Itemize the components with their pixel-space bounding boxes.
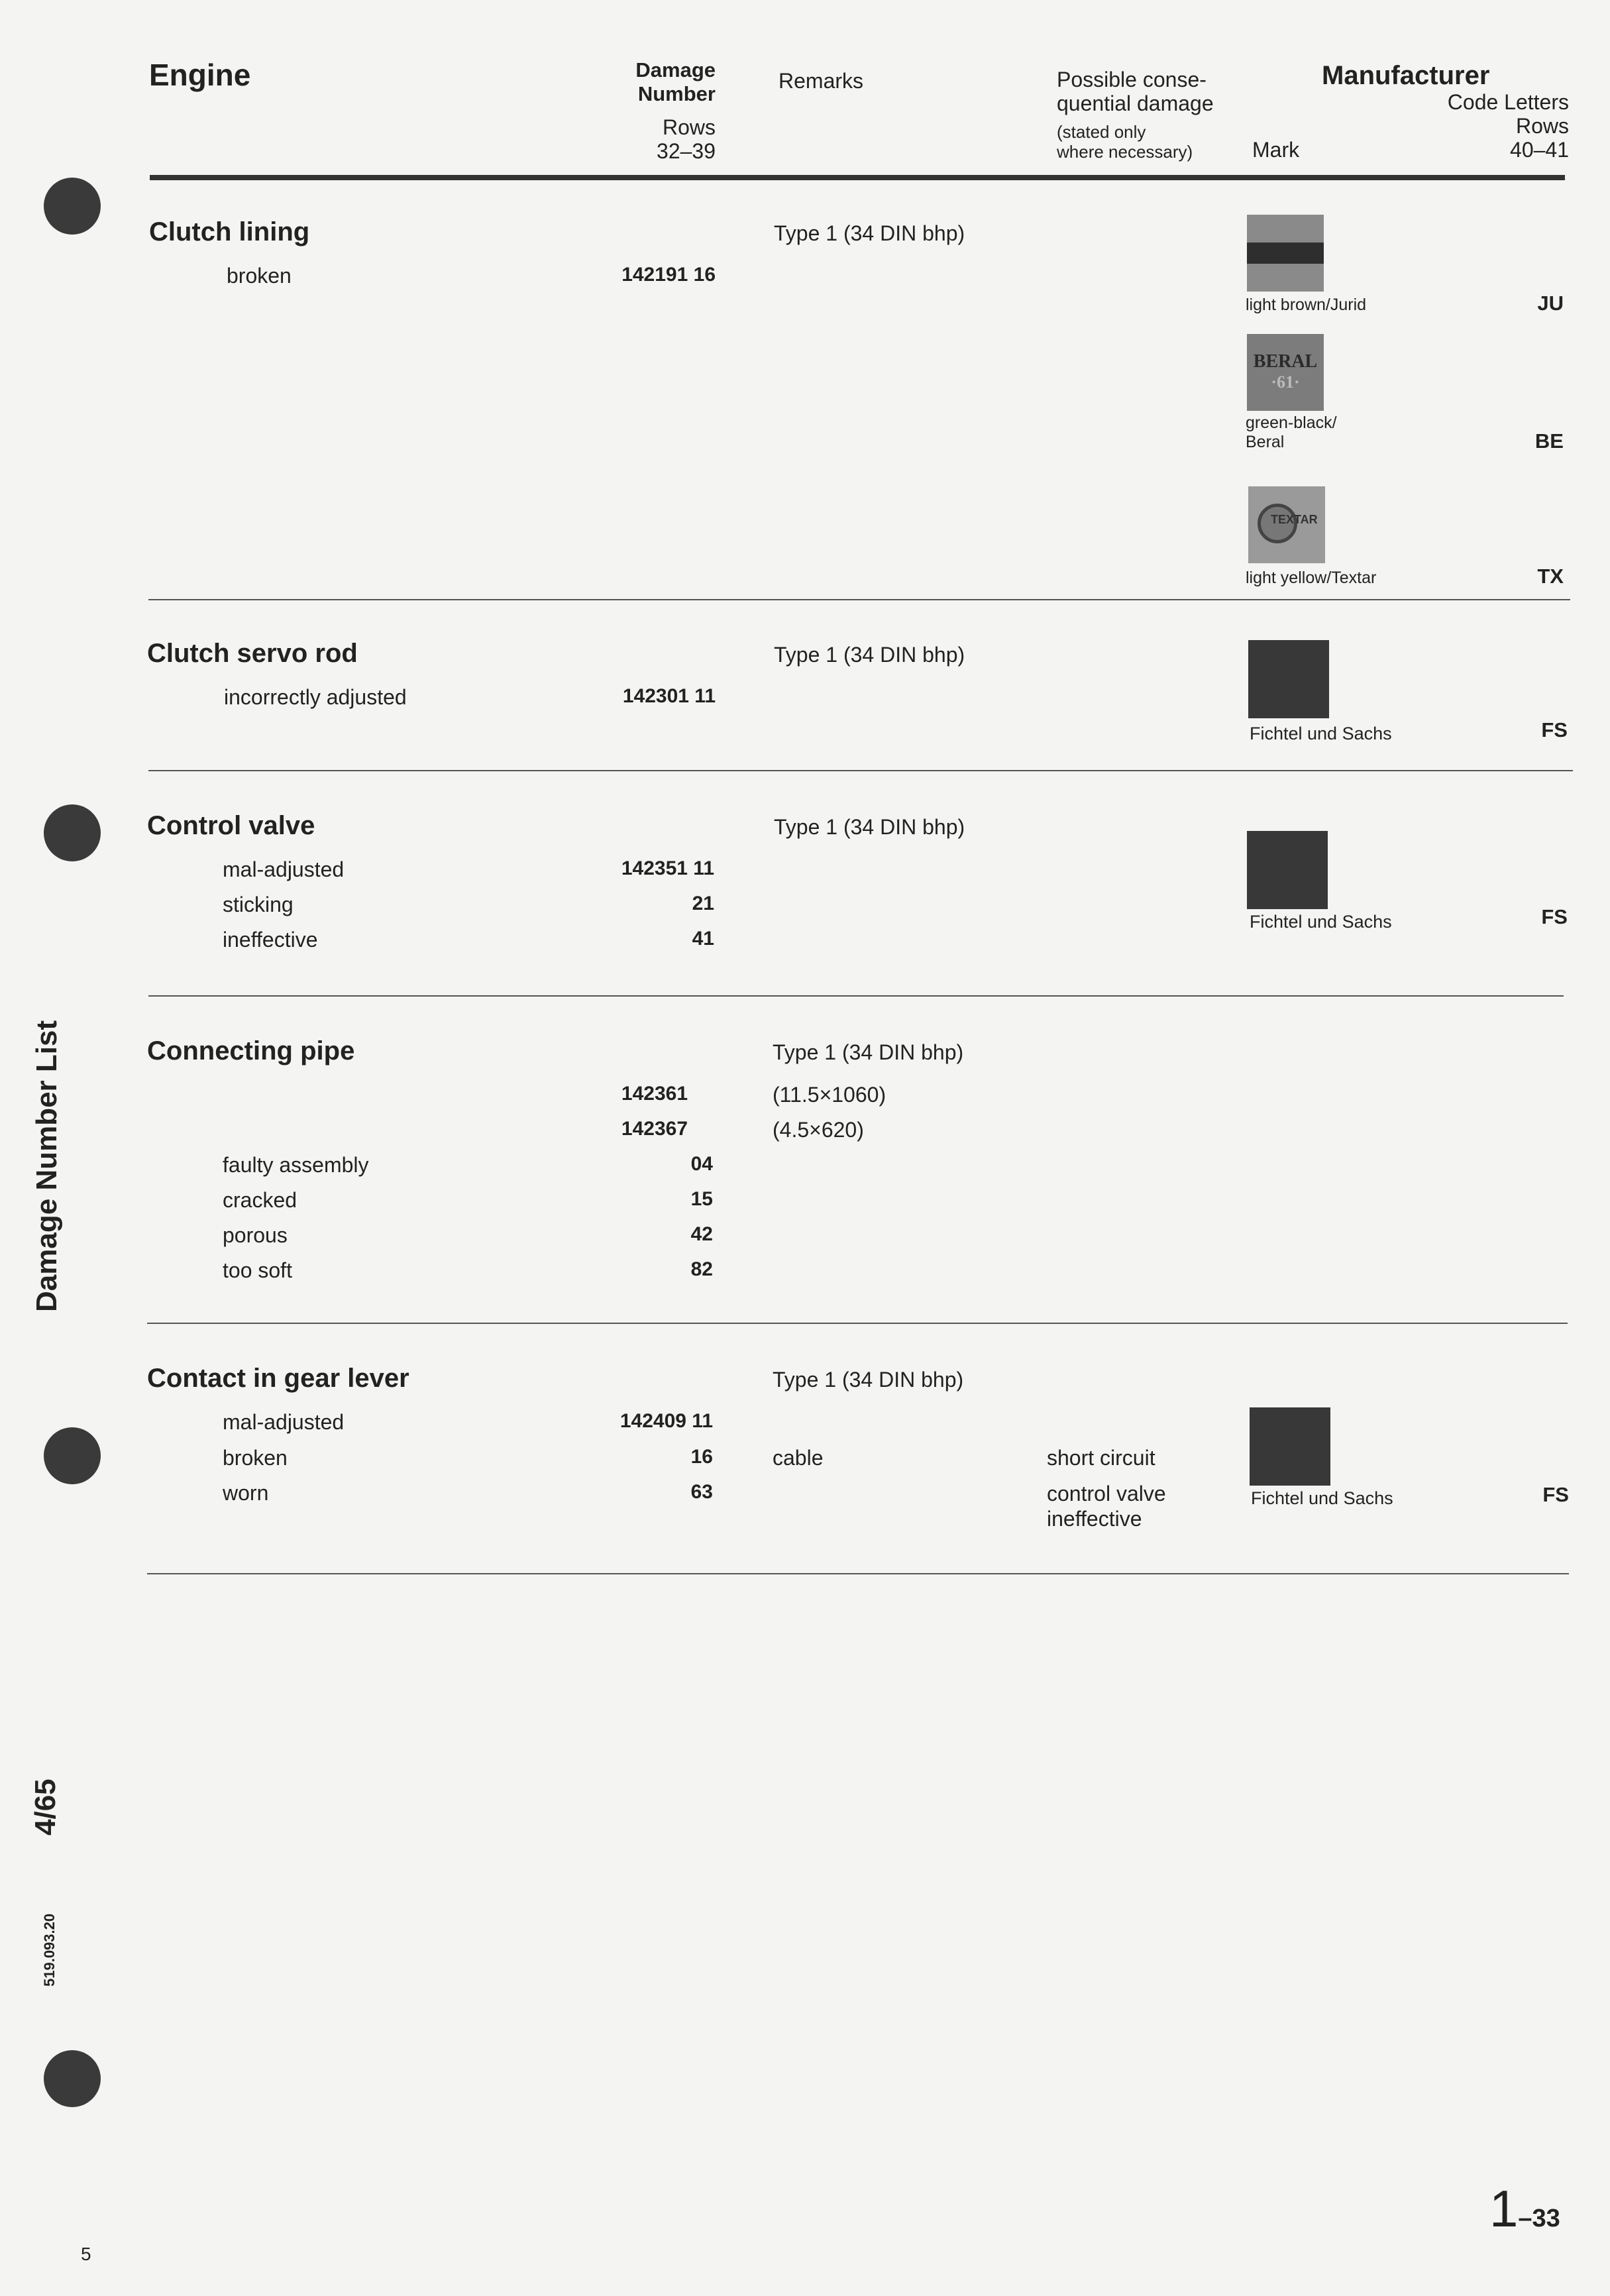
contact-gear-lever-num-broken: 16 [690,1446,713,1468]
connecting-pipe-item-porous: porous [223,1223,288,1247]
connecting-pipe-item-faulty-assembly: faulty assembly [223,1153,369,1177]
contact-gear-lever-remark: Type 1 (34 DIN bhp) [773,1368,964,1392]
fichtel-sachs-mark-label: Fichtel und Sachs [1250,912,1392,932]
beral-logo-number: ·61· [1271,372,1300,392]
clutch-servo-rod-num: 142301 11 [622,685,716,707]
contact-gear-lever-num-mal-adjusted: 142409 11 [619,1410,713,1432]
sidebar-edition: 4/65 [29,1778,62,1835]
consequence-line2: ineffective [1047,1507,1142,1531]
jurid-mark-label: light brown/Jurid [1246,296,1367,314]
contact-gear-lever-consequence-control-valve [1047,1481,1166,1531]
control-valve-item-ineffective: ineffective [223,928,318,952]
textar-mark-label: light yellow/Textar [1246,569,1377,587]
separator [148,770,1573,771]
header-consequential-line1: Possible conse- [1057,68,1207,91]
header-rule [150,175,1565,180]
control-valve-num-mal-adjusted: 142351 11 [621,857,714,879]
contact-gear-lever-item-broken: broken [223,1446,288,1470]
header-damage-number [583,58,716,106]
header-code-letters [1391,90,1569,162]
clutch-lining-remark: Type 1 (34 DIN bhp) [774,221,965,245]
connecting-pipe-num-too-soft: 82 [690,1258,713,1280]
header-rows-left [583,115,716,163]
header-consequential [1057,68,1214,115]
separator [147,1573,1569,1574]
page-number-major: 1 [1489,2179,1519,2238]
connecting-pipe-num-faulty-assembly: 04 [690,1153,713,1175]
header-stated-line1: (stated only [1057,122,1146,142]
beral-mark-label [1246,413,1337,452]
contact-gear-lever-title: Contact in gear lever [147,1364,409,1393]
separator [147,1323,1568,1324]
connecting-pipe-part-remark-1: (11.5×1060) [773,1083,886,1107]
control-valve-title: Control valve [147,811,315,840]
fichtel-sachs-mark-label: Fichtel und Sachs [1250,724,1392,743]
consequence-line1: control valve [1047,1482,1166,1505]
page-number [1489,2179,1560,2239]
control-valve-num-sticking: 21 [692,893,714,914]
header-damage-line1: Damage [635,58,716,82]
textar-code: TX [1537,565,1564,588]
beral-logo-text: BERAL [1253,351,1318,372]
clutch-lining-num-broken: 142191 16 [621,264,716,286]
connecting-pipe-num-cracked: 15 [690,1188,713,1210]
header-rows-right-range: 40–41 [1510,138,1569,162]
separator [148,995,1564,997]
contact-gear-lever-consequence-short-circuit: short circuit [1047,1446,1155,1470]
fichtel-sachs-code: FS [1541,718,1568,741]
beral-code: BE [1534,429,1564,453]
clutch-servo-rod-remark: Type 1 (34 DIN bhp) [774,643,965,667]
connecting-pipe-item-cracked: cracked [223,1188,297,1212]
connecting-pipe-part-num-2: 142367 [621,1118,688,1140]
header-damage-line2: Number [637,82,716,105]
jurid-swatch-band [1247,243,1324,264]
beral-label-line1: green-black/ [1246,413,1337,432]
textar-logo-text: TEXTAR [1271,513,1318,526]
header-engine: Engine [149,58,251,92]
clutch-servo-rod-item: incorrectly adjusted [224,685,407,709]
fichtel-sachs-swatch [1247,831,1328,909]
binder-hole [44,1427,101,1484]
clutch-lining-title: Clutch lining [149,217,310,246]
header-rows-right-label: Rows [1515,114,1569,138]
header-rows-left-label: Rows [662,115,716,139]
header-stated-only [1057,122,1193,162]
header-code-letters-label: Code Letters [1447,90,1569,114]
control-valve-item-mal-adjusted: mal-adjusted [223,857,345,881]
clutch-lining-item-broken: broken [227,264,292,288]
connecting-pipe-part-remark-2: (4.5×620) [773,1118,864,1142]
header-remarks: Remarks [778,69,864,93]
sidebar-title: Damage Number List [30,1020,63,1312]
page-number-minor: –33 [1518,2205,1560,2232]
separator [148,599,1570,600]
header-manufacturer: Manufacturer [1322,61,1490,90]
beral-label-line2: Beral [1246,433,1285,451]
contact-gear-lever-item-worn: worn [223,1481,269,1505]
textar-swatch [1248,486,1325,563]
jurid-swatch [1247,215,1324,292]
header-rows-left-range: 32–39 [657,139,716,163]
connecting-pipe-title: Connecting pipe [147,1036,355,1066]
fichtel-sachs-swatch [1250,1407,1330,1486]
header-consequential-line2: quential damage [1057,91,1214,115]
fichtel-sachs-code: FS [1542,1483,1569,1506]
jurid-code: JU [1537,292,1564,315]
contact-gear-lever-remark-cable: cable [773,1446,824,1470]
beral-swatch [1247,334,1324,411]
sidebar-doc-number: 519.093.20 [41,1913,58,1987]
clutch-servo-rod-title: Clutch servo rod [147,639,358,668]
control-valve-num-ineffective: 41 [692,928,714,950]
binder-hole [44,178,101,235]
contact-gear-lever-item-mal-adjusted: mal-adjusted [223,1410,345,1434]
binder-hole [44,804,101,861]
control-valve-item-sticking: sticking [223,893,294,916]
fichtel-sachs-mark-label: Fichtel und Sachs [1251,1488,1393,1508]
connecting-pipe-remark: Type 1 (34 DIN bhp) [773,1040,964,1064]
fichtel-sachs-swatch [1248,640,1329,718]
connecting-pipe-item-too-soft: too soft [223,1258,292,1282]
binder-hole [44,2050,101,2107]
connecting-pipe-part-num-1: 142361 [621,1083,688,1105]
header-mark: Mark [1252,138,1300,162]
header-stated-line2: where necessary) [1057,142,1193,162]
connecting-pipe-num-porous: 42 [690,1223,713,1245]
fichtel-sachs-code: FS [1541,905,1568,928]
contact-gear-lever-num-worn: 63 [690,1481,713,1503]
footer-left-number: 5 [81,2244,91,2264]
control-valve-remark: Type 1 (34 DIN bhp) [774,815,965,839]
